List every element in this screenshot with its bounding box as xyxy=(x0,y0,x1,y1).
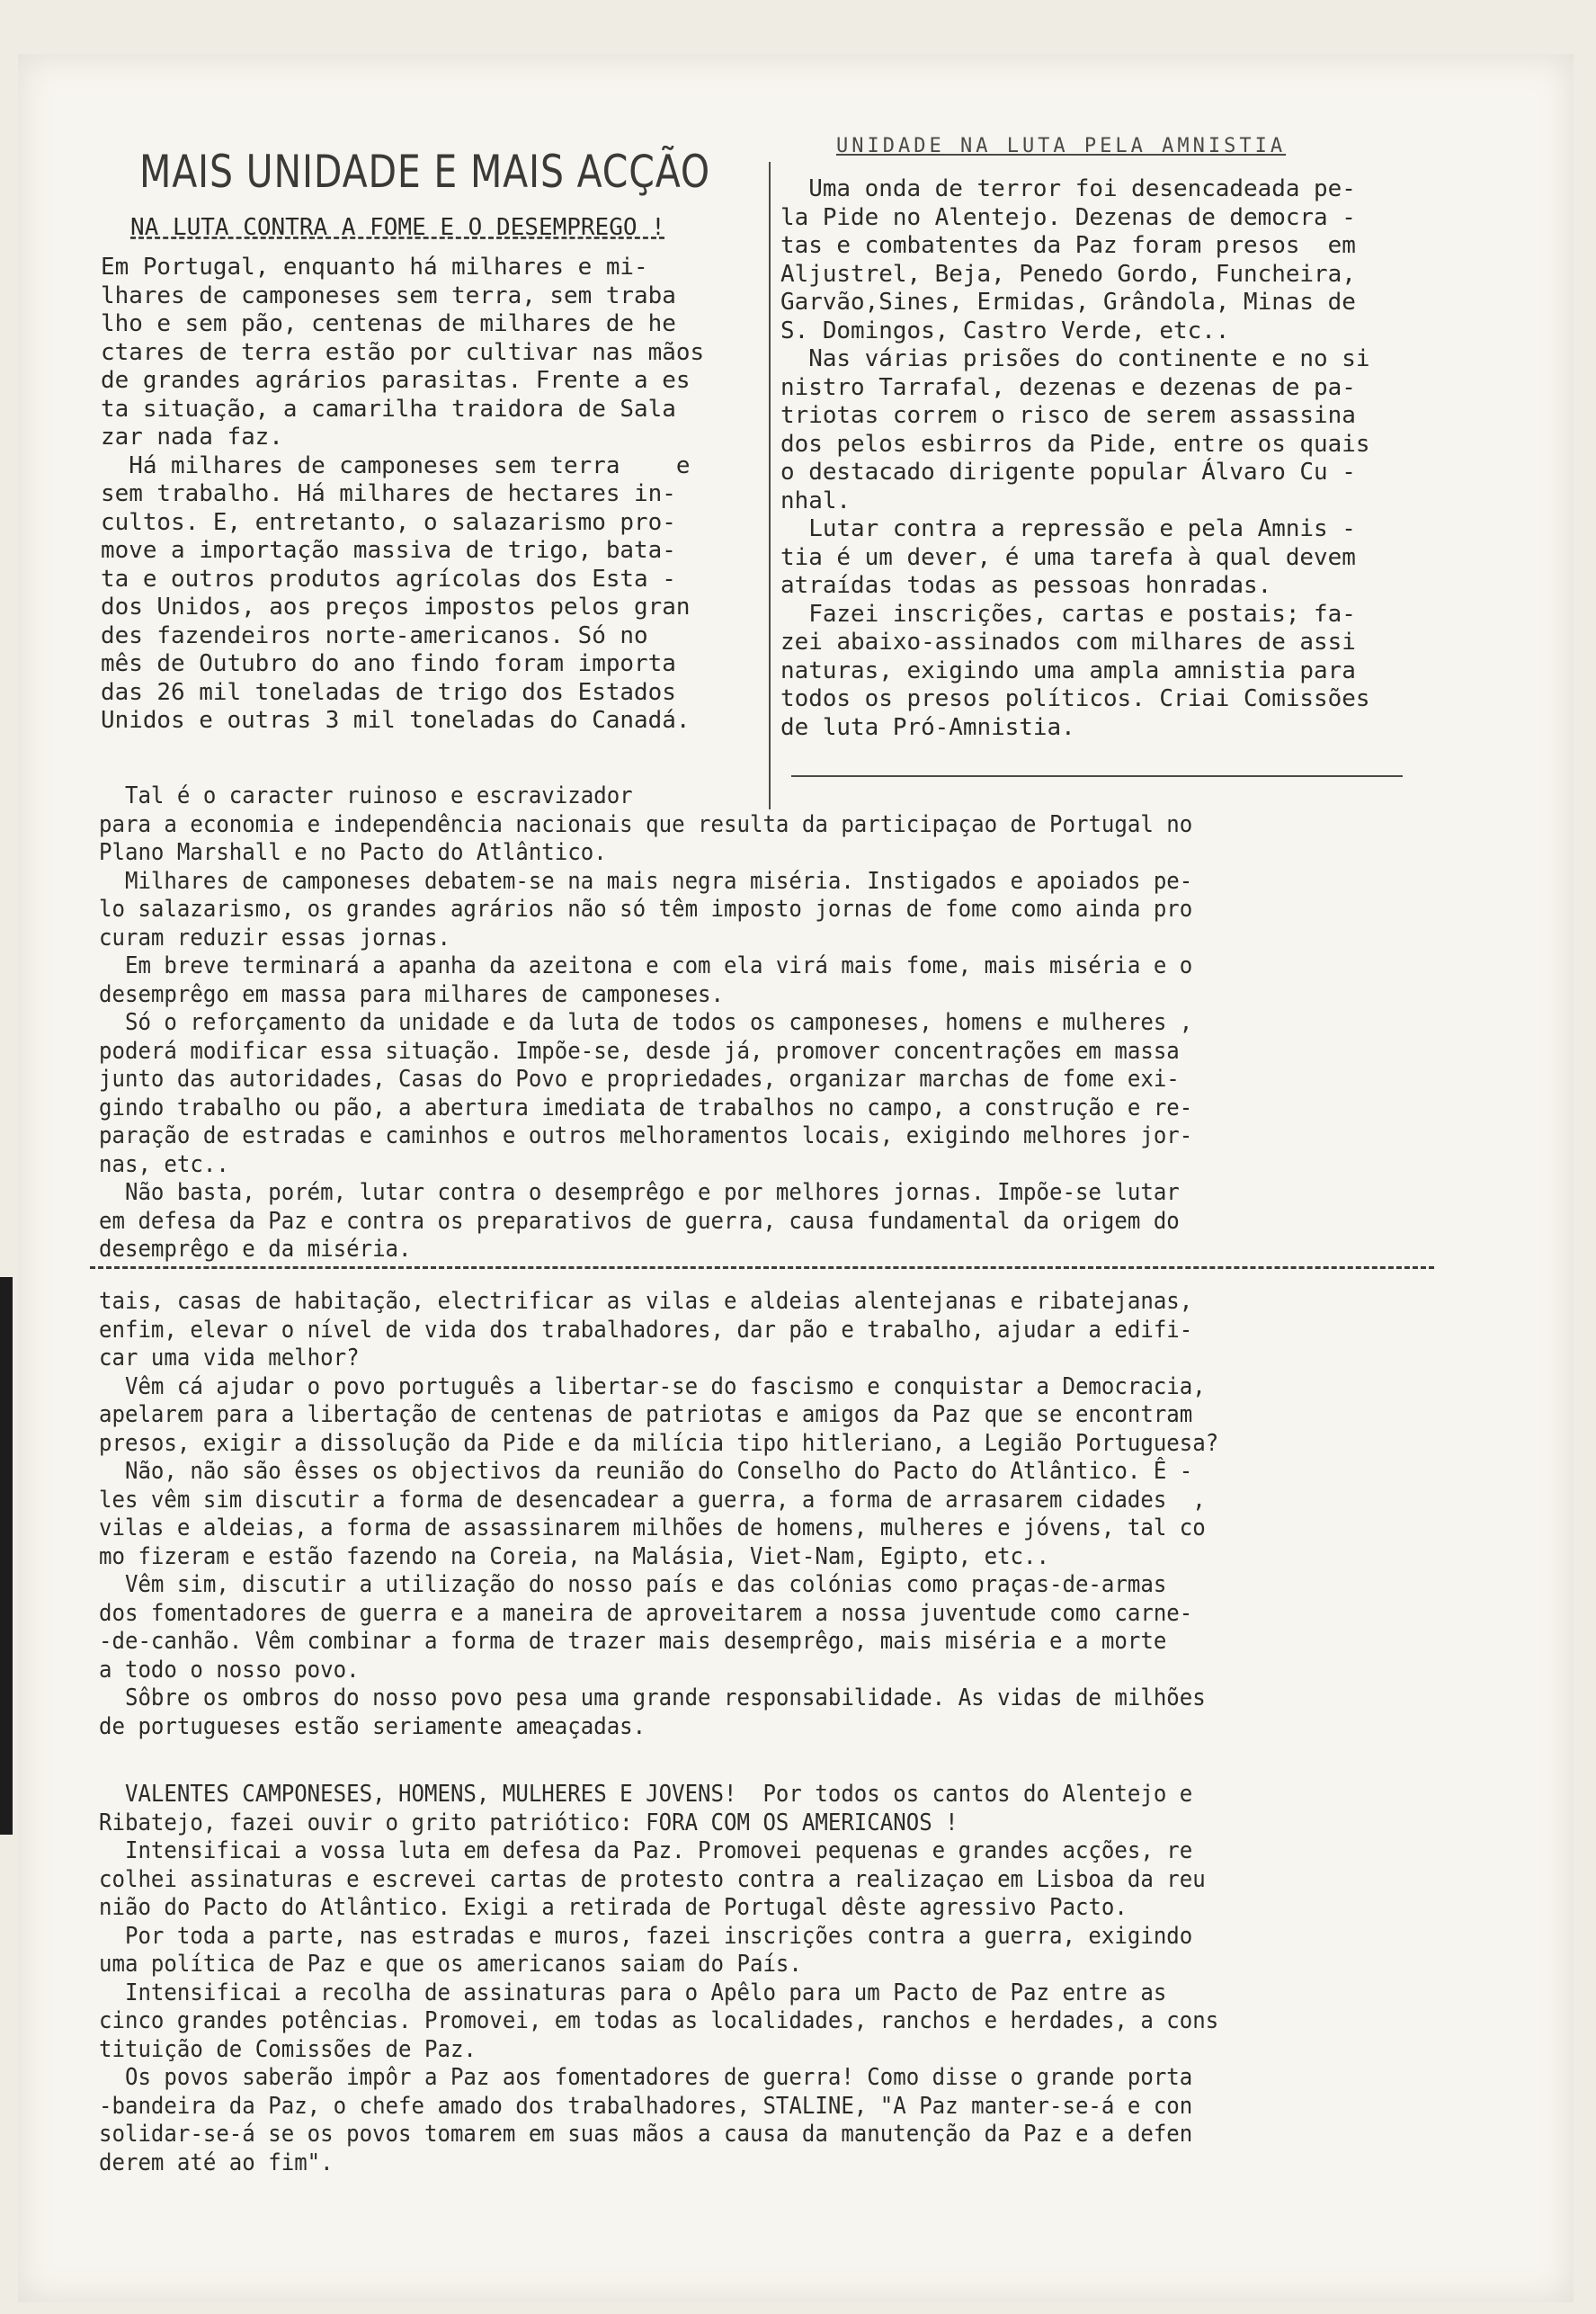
body-text-part3: VALENTES CAMPONESES, HOMENS, MULHERES E JOVENS! Por todos os cantos do Alentejo e Ribatejo, fazei ouvir o grito patriótico: FORA COM OS AMERICANOS ! Intensificai a vossa luta em defesa da Paz. Promovei pequenas e grandes acções, re colhei assinaturas e escrevei cartas de protesto contra a realizaçao em Lisboa da reu nião do Pacto do Atlântico. Exigi a retirada de Portugal dêste agressivo Pacto. Por toda a parte, nas estradas e muros, fazei inscrições contra a guerra, exigindo uma política de Paz e que os americanos saiam do País. Intensificai a recolha de assinaturas para o Apêlo para um Pacto de Paz entre as cinco grandes potências. Promovei, em todas as localidades, ranchos e herdades, a cons tituição de Comissões de Paz. Os povos saberão impôr a Paz aos fomentadores de guerra! Como disse o grande porta -bandeira da Paz, o chefe amado dos trabalhadores, STALINE, "A Paz manter-se-á e con solidar-se-á se os povos tomarem em suas mãos a causa da manutenção da Paz e a defen derem até ao fim". xyxy=(99,1781,1219,2176)
amnesty-title: UNIDADE NA LUTA PELA AMNISTIA xyxy=(836,135,1287,157)
headline: MAIS UNIDADE E MAIS ACÇÃO xyxy=(139,146,710,198)
box-bottom-rule xyxy=(791,775,1403,777)
scan-edge-strip xyxy=(0,1277,13,1835)
body-text-part2: tais, casas de habitação, electrificar as vilas e aldeias alentejanas e ribatejanas, enfim, elevar o nível de vida dos trabalhadores, dar pão e trabalho, ajudar a edifi- car uma vida melhor? Vêm cá ajudar o povo português a libertar-se do fascismo e conquistar a Democracia, apelarem para a libertação de centenas de patriotas e amigos da Paz que se encontram presos, exigir a dissolução da Pide e da milícia tipo hitleriano, a Legião Portuguesa? Não, não são êsses os objectivos da reunião do Conselho do Pacto do Atlântico. Ê - les vêm sim discutir a forma de desencadear a guerra, a forma de arrasarem cidades , vilas e aldeias, a forma de assassinarem milhões de homens, mulheres e jóvens, tal co mo fizeram e estão fazendo na Coreia, na Malásia, Viet-Nam, Egipto, etc.. Vêm sim, discutir a utilização do nosso país e das colónias como praças-de-armas dos fomentadores de guerra e a maneira de aproveitarem a nossa juventude como carne- -de-canhão. Vêm combinar a forma de trazer mais desemprêgo, mais miséria e a morte a todo o nosso povo. Sôbre os ombros do nosso povo pesa uma grande responsabilidade. As vidas de milhões de portugueses estão seriamente ameaçadas. xyxy=(99,1288,1219,1740)
left-column-text: Em Portugal, enquanto há milhares e mi- lhares de camponeses sem terra, sem traba lho e sem pão, centenas de milhares de he ctares de terra estão por cultivar nas mãos de grandes agrários parasitas. Frente a es ta situação, a camarilha traidora de Sala zar nada faz. Há milhares de camponeses sem terra e sem trabalho. Há milhares de hectares in- cultos. E, entretanto, o salazarismo pro- move a importação massiva de trigo, bata- ta e outros produtos agrícolas dos Esta - dos Unidos, aos preços impostos pelos gran des fazendeiros norte-americanos. Só no mês de Outubro do ano findo foram importa das 26 mil toneladas de trigo dos Estados Unidos e outras 3 mil toneladas do Canadá. xyxy=(101,254,705,734)
column-divider xyxy=(769,162,771,809)
body-text-part1: Tal é o caracter ruinoso e escravizador para a economia e independência nacionais que resulta da participaçao de Portugal no Plano Marshall e no Pacto do Atlântico. Milhares de camponeses debatem-se na mais negra miséria. Instigados e apoiados pe- lo salazarismo, os grandes agrários não só têm imposto jornas de fome como ainda pro curam reduzir essas jornas. Em breve terminará a apanha da azeitona e com ela virá mais fome, mais miséria e o desemprêgo em massa para milhares de camponeses. Só o reforçamento da unidade e da luta de todos os camponeses, homens e mulheres , poderá modificar essa situação. Impõe-se, desde já, promover concentrações em massa junto das autoridades, Casas do Povo e propriedades, organizar marchas de fome exi- gindo trabalho ou pão, a abertura imediata de trabalhos no campo, a construção e re- paração de estradas e caminhos e outros melhoramentos locais, exigindo melhores jor- nas, etc.. Não basta, porém, lutar contra o desemprêgo e por melhores jornas. Impõe-se lutar em defesa da Paz e contra os preparativos de guerra, causa fundamental da origem do desemprêgo e da miséria. xyxy=(99,782,1193,1263)
amnesty-column-text: Uma onda de terror foi desencadeada pe- la Pide no Alentejo. Dezenas de democra - tas e combatentes da Paz foram presos em Aljustrel, Beja, Penedo Gordo, Funcheira, Garvão,Sines, Ermidas, Grândola, Minas de S. Domingos, Castro Verde, etc.. Nas várias prisões do continente e no si nistro Tarrafal, dezenas e dezenas de pa- triotas correm o risco de serem assassina dos pelos esbirros da Pide, entre os quais o destacado dirigente popular Álvaro Cu - nhal. Lutar contra a repressão e pela Amnis - tia é um dever, é uma tarefa à qual devem atraídas todas as pessoas honradas. Fazei inscrições, cartas e postais; fa- zei abaixo-assinados com milhares de assi naturas, exigindo uma ampla amnistia para todos os presos políticos. Criai Comissões de luta Pró-Amnistia. xyxy=(780,175,1370,741)
subheadline: NA LUTA CONTRA A FOME E O DESEMPREGO ! xyxy=(130,214,665,241)
section-divider xyxy=(90,1266,1434,1269)
